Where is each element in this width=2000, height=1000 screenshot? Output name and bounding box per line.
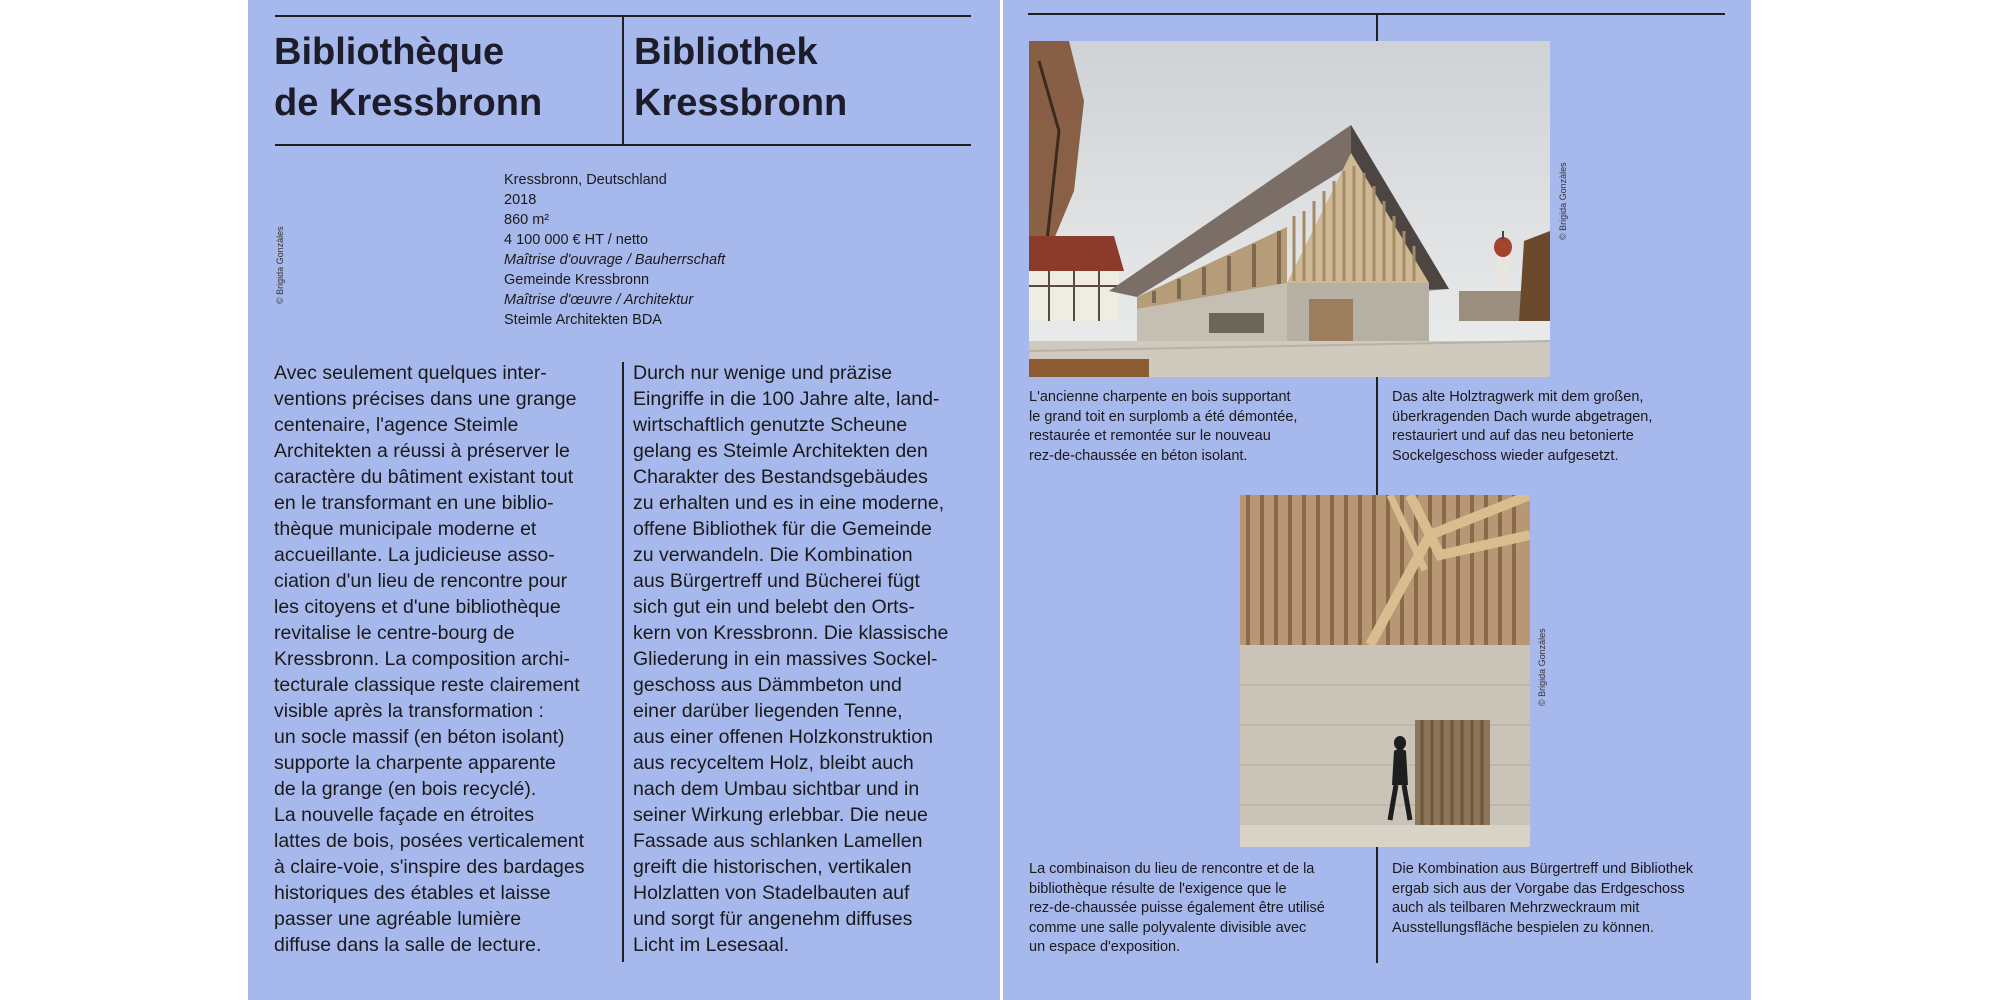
interior-photo xyxy=(1240,495,1530,847)
caption2-german: Die Kombination aus Bürgertreff und Bibliothek ergab sich aus der Vorgabe das Erdgeschoss auch als teilbaren Mehrzweckraum mit Ausstellungsfläche bespielen zu können. xyxy=(1392,861,1694,936)
project-location: Kressbronn, Deutschland xyxy=(504,172,667,188)
title-bottom-rule xyxy=(275,144,971,146)
title-german: Bibliothek Kressbronn xyxy=(634,31,848,124)
caption1-french: L'ancienne charpente en bois supportant le grand toit en surplomb a été démontée, restaurée et remontée sur le nouveau rez-de-chaussée en béton isolant. xyxy=(1029,389,1298,464)
title-french: Bibliothèque de Kressbronn xyxy=(274,31,543,124)
body-divider xyxy=(622,362,624,962)
body-text-german: Durch nur wenige und präzise Eingriffe in die 100 Jahre alte, land- wirtschaftlich genutzte Scheune gelang es Steimle Architekten den Charakter des Bestandsgebäudes zu erhalten und es in eine moderne, offene Bibliothek für die Gemeinde zu verwandeln. Die Kombination aus Bürgertreff und Bücherei fügt sich gut ein und belebt den Orts- kern von Kressbronn. Die klassische Gliederung in ein massives Sockel- geschoss aus Dämmbeton und einer darüber liegenden Tenne, aus einer offenen Holzkonstruktion aus recyceltem Holz, bleibt auch nach dem Umbau sichtbar und in seiner Wirkung erlebbar. Die neue Fassade aus schlanken Lamellen greift die historischen, vertikalen Holzlatten von Stadelbauten auf und sorgt für angenehm diffuses Licht im Lesesaal. xyxy=(633,362,949,956)
project-cost: 4 100 000 € HT / netto xyxy=(504,232,649,248)
caption2-french: La combinaison du lieu de rencontre et de la bibliothèque résulte de l'exigence que le rez-de-chaussée puisse également être utilisé comme une salle polyvalente divisible avec un espace d'exposition. xyxy=(1029,861,1325,955)
client-label: Maîtrise d'ouvrage / Bauherrschaft xyxy=(504,252,726,268)
project-area: 860 m² xyxy=(504,212,550,228)
interior-photo-image xyxy=(1240,495,1530,847)
photo-credit-left: © Brigida Gonzàles xyxy=(275,226,285,304)
photo-credit-1: © Brigida Gonzàles xyxy=(1558,162,1568,240)
architect-name: Steimle Architekten BDA xyxy=(504,312,662,328)
client-name: Gemeinde Kressbronn xyxy=(504,272,650,288)
project-year: 2018 xyxy=(504,192,537,208)
project-info xyxy=(504,170,725,330)
caption1-german: Das alte Holztragwerk mit dem großen, überkragenden Dach wurde abgetragen, restauriert und auf das neu betonierte Sockelgeschoss wieder aufgesetzt. xyxy=(1392,389,1653,464)
exterior-photo-image xyxy=(1029,41,1550,377)
exterior-photo xyxy=(1029,41,1550,377)
body-text-french: Avec seulement quelques inter- ventions précises dans une grange centenaire, l'agence Steimle Architekten a réussi à préserver le caractère du bâtiment existant tout en le transformant en une biblio- thèque municipale moderne et accueillante. La judicieuse asso- ciation d'un lieu de rencontre pour les citoyens et d'une bibliothèque revitalise le centre-bourg de Kressbronn. La composition archi- tecturale classique reste clairement visible après la transformation : un socle massif (en béton isolant) supporte la charpente apparente de la grange (en bois recyclé). La nouvelle façade en étroites lattes de bois, posées verticalement à claire-voie, s'inspire des bardages historiques des étables et laisse passer une agréable lumière diffuse dans la salle de lecture. xyxy=(274,362,585,956)
architect-label: Maîtrise d'œuvre / Architektur xyxy=(504,292,694,308)
title-divider xyxy=(622,15,624,145)
photo-credit-2: © Brigida Gonzàles xyxy=(1537,628,1547,706)
